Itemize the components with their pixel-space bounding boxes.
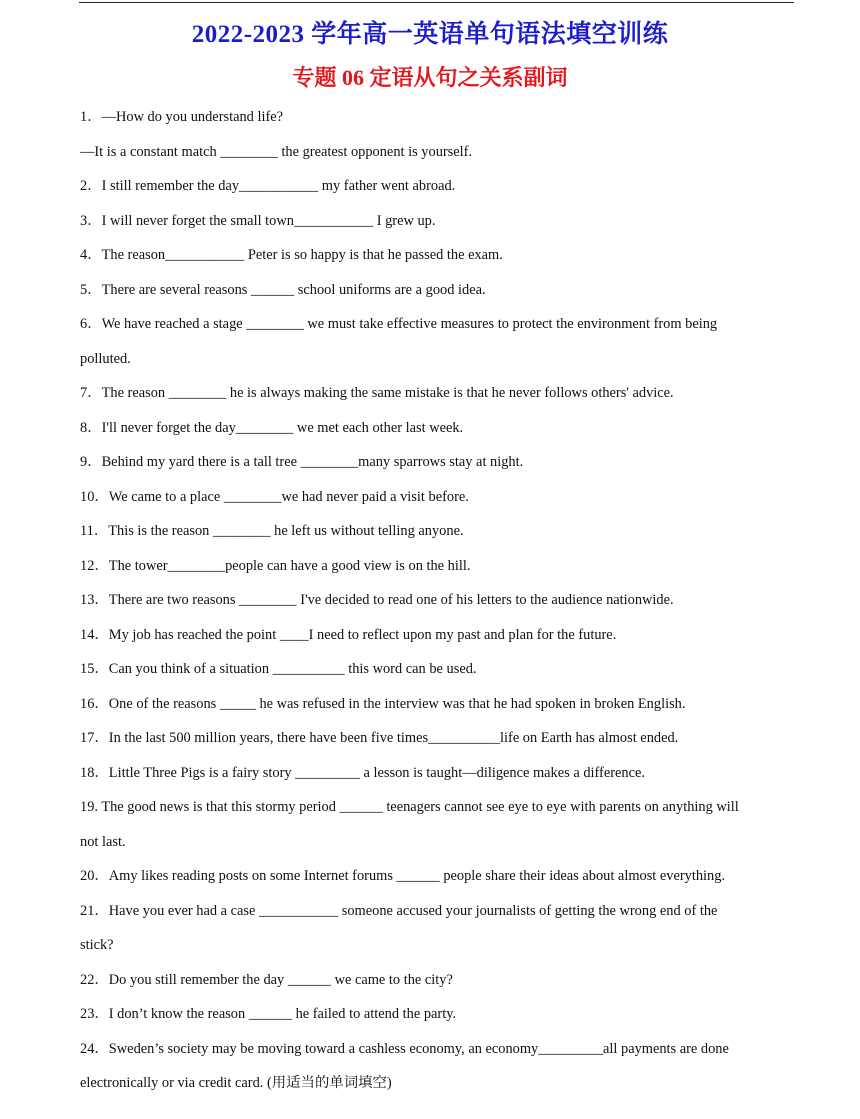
- text-line: 1．—How do you understand life?: [80, 109, 284, 125]
- text-line: 21．Have you ever had a case ___________ someone accused your journalists of getting the wrong end of the: [80, 902, 718, 919]
- text-line: 14．My job has reached the point ____I need to reflect upon my past and plan for the future.: [80, 626, 617, 643]
- text-line: 19. The good news is that this stormy period ______ teenagers cannot see eye to eye with parents on anything will: [80, 799, 739, 815]
- text-line: electronically or via credit card. (用适当的单词填空): [80, 1075, 392, 1091]
- question-list: [80, 105, 800, 1106]
- text-line: 24．Sweden’s society may be moving toward a cashless economy, an economy_________all payments are done: [80, 1040, 729, 1057]
- text-line: 15．Can you think of a situation __________ this word can be used.: [80, 661, 477, 677]
- text-line: not last.: [80, 833, 126, 850]
- text-line: 9．Behind my yard there is a tall tree ________many sparrows stay at night.: [80, 454, 524, 470]
- text-line: 18．Little Three Pigs is a fairy story _________ a lesson is taught—diligence makes a difference.: [80, 764, 645, 781]
- text-line: 5．There are several reasons ______ school uniforms are a good idea.: [80, 281, 486, 298]
- text-line: 10．We came to a place ________we had never paid a visit before.: [80, 488, 469, 505]
- text-line: stick?: [80, 937, 114, 953]
- text-line: 6．We have reached a stage ________ we must take effective measures to protect the environment from being: [80, 316, 718, 332]
- text-line: 13．There are two reasons ________ I've decided to read one of his letters to the audience nationwide.: [80, 592, 674, 608]
- text-line: 7．The reason ________ he is always making the same mistake is that he never follows others' advice.: [80, 385, 674, 401]
- text-line: polluted.: [80, 350, 131, 367]
- text-line: 8．I'll never forget the day________ we met each other last week.: [80, 419, 464, 436]
- text-line: 3．I will never forget the small town___________ I grew up.: [80, 212, 436, 229]
- text-line: 4．The reason___________ Peter is so happy is that he passed the exam.: [80, 247, 503, 263]
- text-line: 23．I don’t know the reason ______ he failed to attend the party.: [80, 1006, 457, 1022]
- text-line: 20．Amy likes reading posts on some Internet forums ______ people share their ideas about almost everything.: [80, 868, 726, 884]
- document-title: 2022-2023 学年高一英语单句语法填空训练: [191, 21, 669, 48]
- text-line: 22．Do you still remember the day ______ we came to the city?: [80, 971, 453, 988]
- text-line: 17．In the last 500 million years, there have been five times__________life on Earth has almost ended.: [80, 730, 679, 746]
- text-line: —It is a constant match ________ the greatest opponent is yourself.: [80, 143, 473, 160]
- text-line: 11．This is the reason ________ he left us without telling anyone.: [80, 523, 464, 539]
- text-line: 16．One of the reasons _____ he was refused in the interview was that he had spoken in broken English.: [80, 695, 686, 712]
- header-rule: [79, 2, 794, 3]
- text-line: 12．The tower________people can have a good view is on the hill.: [80, 557, 471, 574]
- document-subtitle: 专题 06 定语从句之关系副词: [292, 65, 568, 90]
- text-line: 2．I still remember the day___________ my father went abroad.: [80, 178, 456, 194]
